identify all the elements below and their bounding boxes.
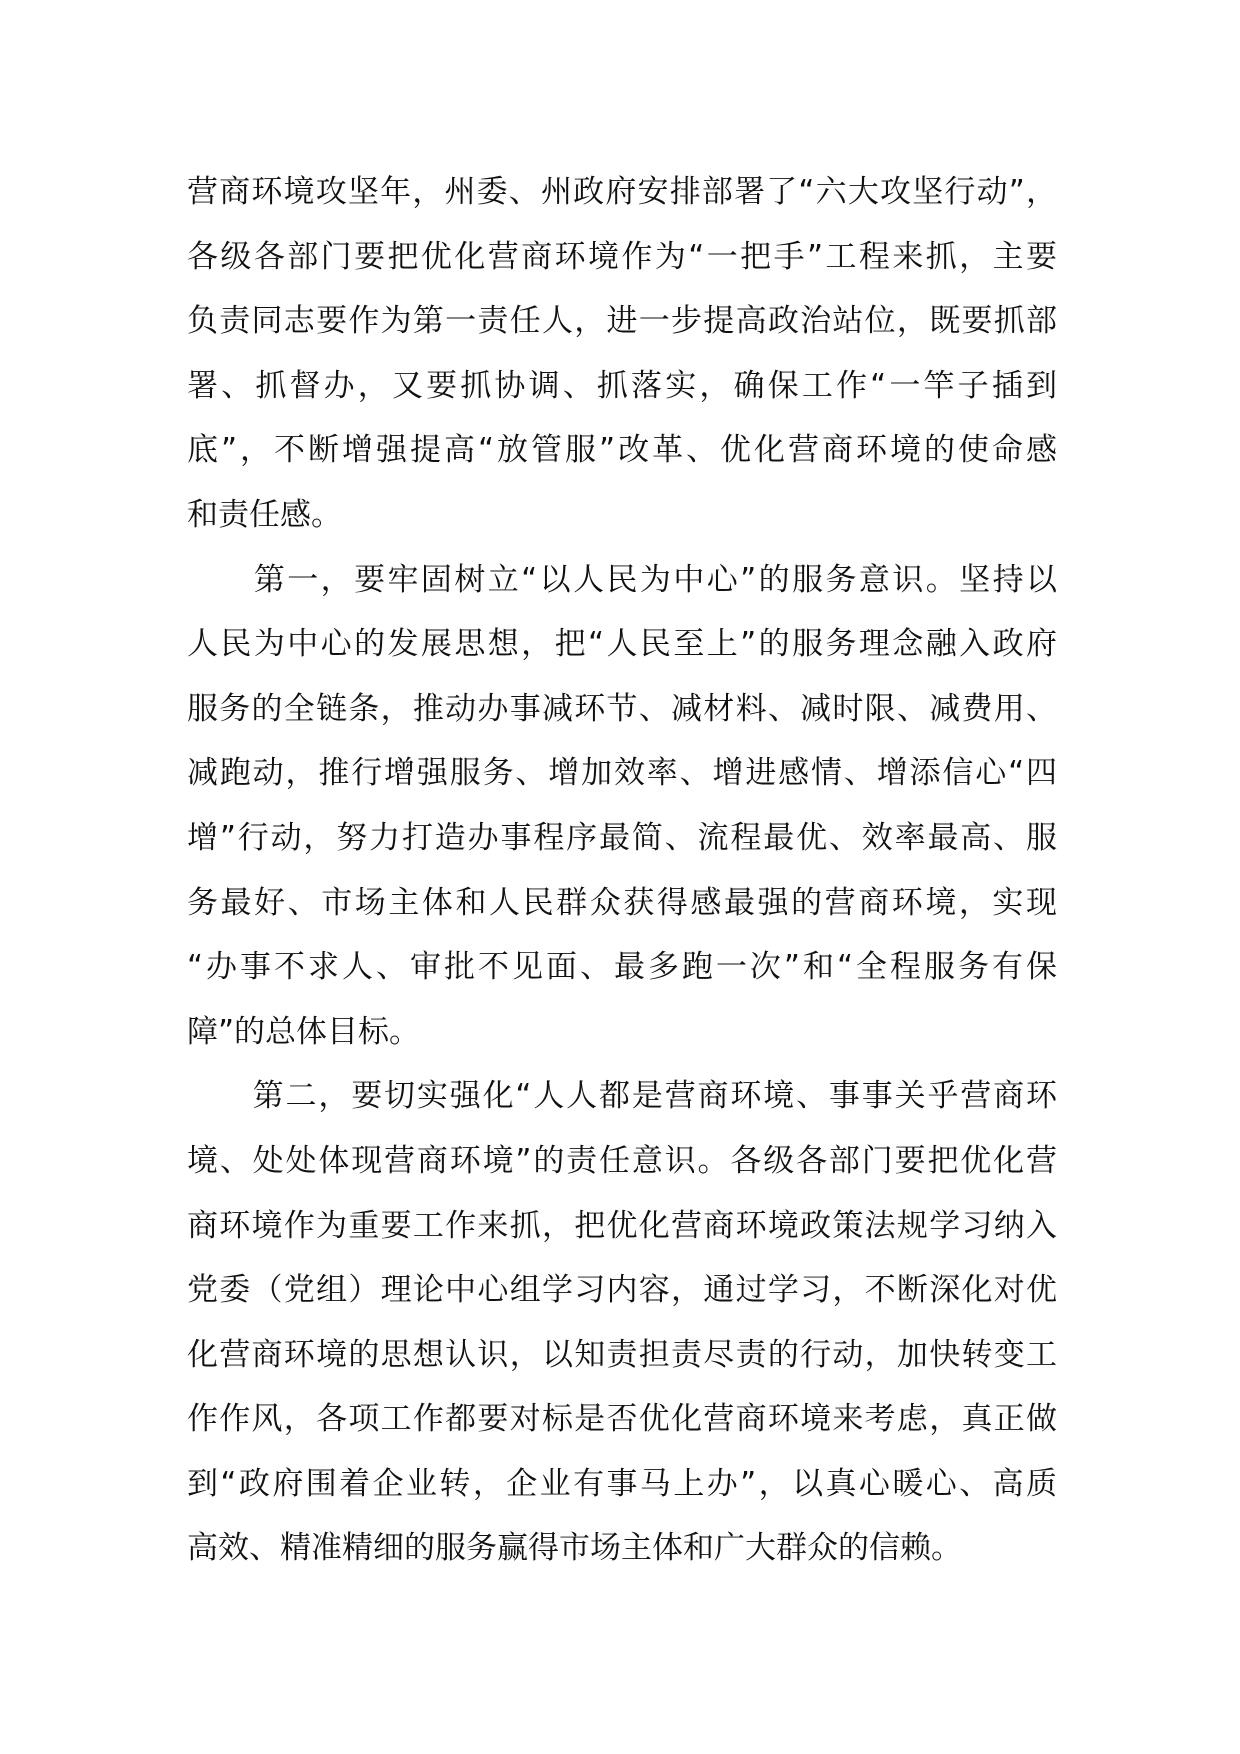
- text-line: 商环境作为重要工作来抓，把优化营商环境政策法规学习纳入: [187, 1207, 1057, 1244]
- text-line: “办事不求人、审批不见面、最多跑一次”和“全程服务有保: [187, 949, 1057, 986]
- paragraph-first-line: 第一，要牢固树立“以人民为中心”的服务意识。坚持以: [187, 561, 1057, 598]
- text-line: 和责任感。: [187, 496, 342, 533]
- text-line: 作作风，各项工作都要对标是否优化营商环境来考虑，真正做: [187, 1401, 1057, 1438]
- text-line: 负责同志要作为第一责任人，进一步提高政治站位，既要抓部: [187, 303, 1057, 340]
- text-line: 障”的总体目标。: [187, 1013, 421, 1050]
- text-line: 境、处处体现营商环境”的责任意识。各级各部门要把优化营: [187, 1142, 1057, 1179]
- text-line: 各级各部门要把优化营商环境作为“一把手”工程来抓，主要: [187, 238, 1057, 275]
- text-line: 减跑动，推行增强服务、增加效率、增进感情、增添信心“四: [187, 755, 1057, 792]
- paragraph-first-line: 第二，要切实强化“人人都是营商环境、事事关乎营商环: [187, 1078, 1057, 1115]
- body-text: [187, 160, 1057, 1581]
- text-line: 署、抓督办，又要抓协调、抓落实，确保工作“一竿子插到: [187, 367, 1057, 404]
- text-line: 底”，不断增强提高“放管服”改革、优化营商环境的使命感: [187, 432, 1057, 469]
- text-line: 人民为中心的发展思想，把“人民至上”的服务理念融入政府: [187, 626, 1057, 663]
- text-line: 务最好、市场主体和人民群众获得感最强的营商环境，实现: [187, 884, 1057, 921]
- text-line: 高效、精准精细的服务赢得市场主体和广大群众的信赖。: [187, 1530, 962, 1567]
- text-line: 增”行动，努力打造办事程序最简、流程最优、效率最高、服: [187, 819, 1057, 856]
- text-line: 党委（党组）理论中心组学习内容，通过学习，不断深化对优: [187, 1272, 1057, 1309]
- text-line: 服务的全链条，推动办事减环节、减材料、减时限、减费用、: [187, 690, 1057, 727]
- text-line: 化营商环境的思想认识，以知责担责尽责的行动，加快转变工: [187, 1336, 1057, 1373]
- text-line: 营商环境攻坚年，州委、州政府安排部署了“六大攻坚行动”，: [187, 174, 1057, 210]
- text-line: 到“政府围着企业转，企业有事马上办”，以真心暖心、高质: [187, 1465, 1057, 1502]
